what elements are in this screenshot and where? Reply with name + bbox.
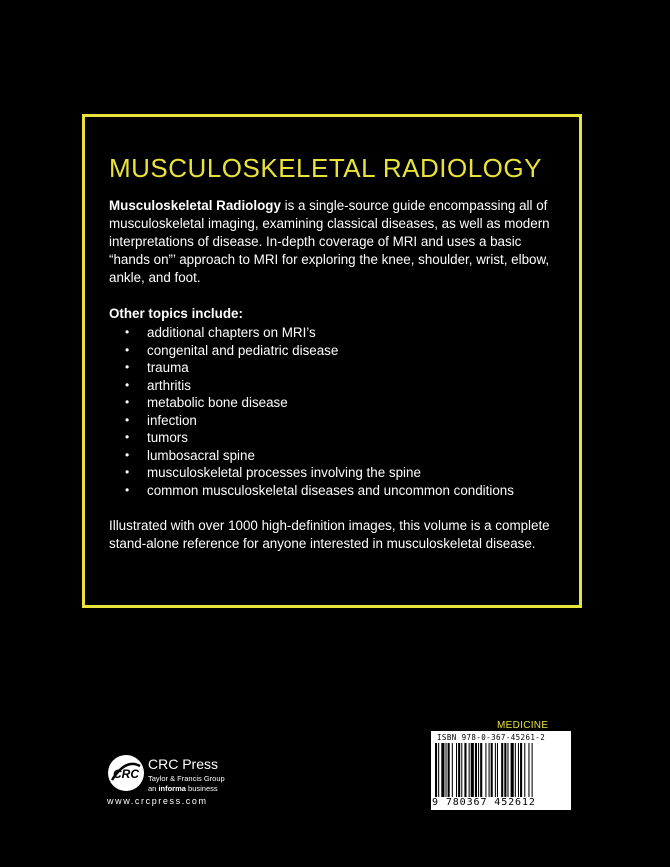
bullet-icon: • <box>125 412 130 427</box>
intro-paragraph <box>109 197 555 287</box>
closing-paragraph: Illustrated with over 1000 high-definition images, this volume is a complete stand-alone reference for anyone interested in musculoskeletal disease. <box>109 518 550 551</box>
publisher-tagline: an informa business <box>148 784 218 793</box>
svg-text:CRC: CRC <box>113 767 139 781</box>
list-item <box>109 447 555 465</box>
intro-bold-title: Musculoskeletal Radiology <box>109 198 281 213</box>
bullet-icon: • <box>125 482 130 497</box>
list-item <box>109 412 555 430</box>
list-item <box>109 464 555 482</box>
topic-text: tumors <box>147 430 188 445</box>
description-panel <box>82 114 582 608</box>
ean-digits: 9 780367 452612 <box>432 797 536 808</box>
topic-text: musculoskeletal processes involving the spine <box>147 465 421 480</box>
list-item <box>109 482 555 500</box>
topic-text: lumbosacral spine <box>147 447 255 463</box>
bullet-icon: • <box>125 342 130 357</box>
bullet-icon: • <box>125 377 130 392</box>
topic-text: arthritis <box>147 377 191 393</box>
list-item <box>109 324 555 342</box>
topic-text: congenital and pediatric disease <box>147 342 339 358</box>
crc-logo-icon <box>107 754 145 792</box>
topic-text: trauma <box>147 360 189 375</box>
isbn-barcode <box>431 731 571 810</box>
topic-text: infection <box>147 412 197 428</box>
intro-text: is a single-source guide encompassing all of musculoskeletal imaging, examining classical diseases, as well as modern interpretations of disease. In-depth coverage of MRI and uses a basic “hands on”’ approach to MRI for exploring the knee, shoulder, wrist, elbow, ankle, and foot. <box>109 198 550 285</box>
bullet-icon: • <box>125 360 130 374</box>
list-item <box>109 394 555 412</box>
publisher-group: Taylor & Francis Group <box>148 774 225 783</box>
topics-heading: Other topics include: <box>109 306 243 321</box>
publisher-name: CRC Press <box>148 756 219 772</box>
list-item <box>109 359 555 377</box>
bullet-icon: • <box>125 447 130 462</box>
publisher-url[interactable]: www.crcpress.com <box>107 796 208 806</box>
topic-text: metabolic bone disease <box>147 395 288 410</box>
bullet-icon: • <box>125 395 130 409</box>
bullet-icon: • <box>125 465 130 479</box>
topics-list <box>109 324 555 499</box>
topic-text: additional chapters on MRI’s <box>147 325 316 340</box>
list-item <box>109 429 555 447</box>
list-item <box>109 377 555 395</box>
book-title: MUSCULOSKELETAL RADIOLOGY <box>109 153 542 183</box>
barcode-icon <box>435 743 567 797</box>
subject-category: MEDICINE <box>497 720 549 731</box>
list-item <box>109 342 555 360</box>
publisher-block <box>107 754 287 814</box>
isbn-text: ISBN 978-0-367-45261-2 <box>437 733 546 742</box>
bullet-icon: • <box>125 325 130 339</box>
topic-text: common musculoskeletal diseases and uncommon conditions <box>147 482 514 498</box>
bullet-icon: • <box>125 430 130 444</box>
